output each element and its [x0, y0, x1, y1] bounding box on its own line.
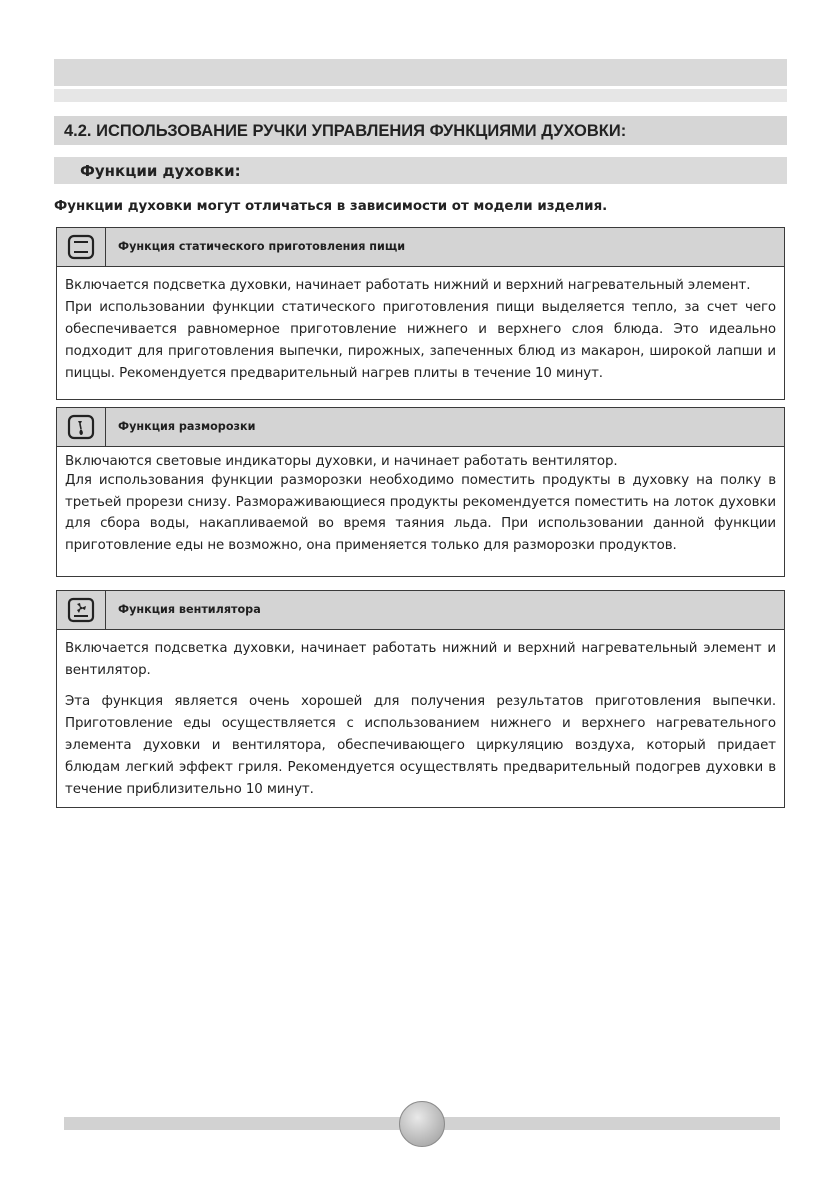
function-paragraph: Эта функция является очень хорошей для получения результатов приготовления выпечки. Приготовление еды осуществляется с использованием нижнего и верхнего нагревательного элемента духовки и вентилятора, обеспечивающего циркуляцию воздуха, который придает блюдам легкий эффект гриля. Рекомендуется осуществлять предварительный подогрев духовки в течение приблизительно 10 минут.: [65, 694, 776, 797]
subsection-title: Функции духовки:: [54, 157, 787, 184]
fan-icon: [57, 591, 106, 629]
function-box-fan: [56, 590, 785, 808]
page-number-circle: [399, 1101, 445, 1147]
function-paragraph: Включаются световые индикаторы духовки, и начинает работать вентилятор.: [65, 454, 618, 469]
function-title: Функция статического приготовления пищи: [118, 240, 406, 253]
function-body: [57, 267, 784, 385]
function-header: [57, 591, 784, 630]
function-box-static: [56, 227, 785, 400]
function-body: [57, 630, 784, 801]
function-body: [57, 447, 784, 556]
function-header: [57, 408, 784, 447]
function-title: Функция разморозки: [118, 420, 256, 433]
function-title: Функция вентилятора: [118, 603, 261, 616]
function-paragraph: Включается подсветка духовки, начинает работать нижний и верхний нагревательный элемент.: [65, 278, 751, 293]
function-paragraph: Включается подсветка духовки, начинает работать нижний и верхний нагревательный элемент и вентилятор.: [65, 641, 776, 678]
header-sub-bar: [54, 89, 787, 102]
function-paragraph: При использовании функции статического приготовления пищи выделяется тепло, за счет чего обеспечивается равномерное приготовление нижнего и верхнего слоя блюда. Это идеально подходит для приготовления выпечки, пирожных, запеченных блюд из макарон, широкой лапши и пиццы. Рекомендуется предварительный нагрев плиты в течение 10 минут.: [65, 300, 776, 381]
header-bar: [54, 59, 787, 86]
function-header: [57, 228, 784, 267]
static-heating-icon: [57, 228, 106, 266]
defrost-icon: [57, 408, 106, 446]
section-title: 4.2. ИСПОЛЬЗОВАНИЕ РУЧКИ УПРАВЛЕНИЯ ФУНКЦИЯМИ ДУХОВКИ:: [54, 116, 787, 145]
intro-text: Функции духовки могут отличаться в зависимости от модели изделия.: [54, 199, 608, 214]
function-paragraph: Для использования функции разморозки необходимо поместить продукты в духовку на полку в третьей прорези снизу. Размораживающиеся продукты рекомендуется поместить на лоток духовки для сбора воды, накапливаемой во время таяния льда. При использовании данной функции приготовление еды не возможно, она применяется только для разморозки продуктов.: [65, 473, 776, 553]
function-box-defrost: [56, 407, 785, 577]
